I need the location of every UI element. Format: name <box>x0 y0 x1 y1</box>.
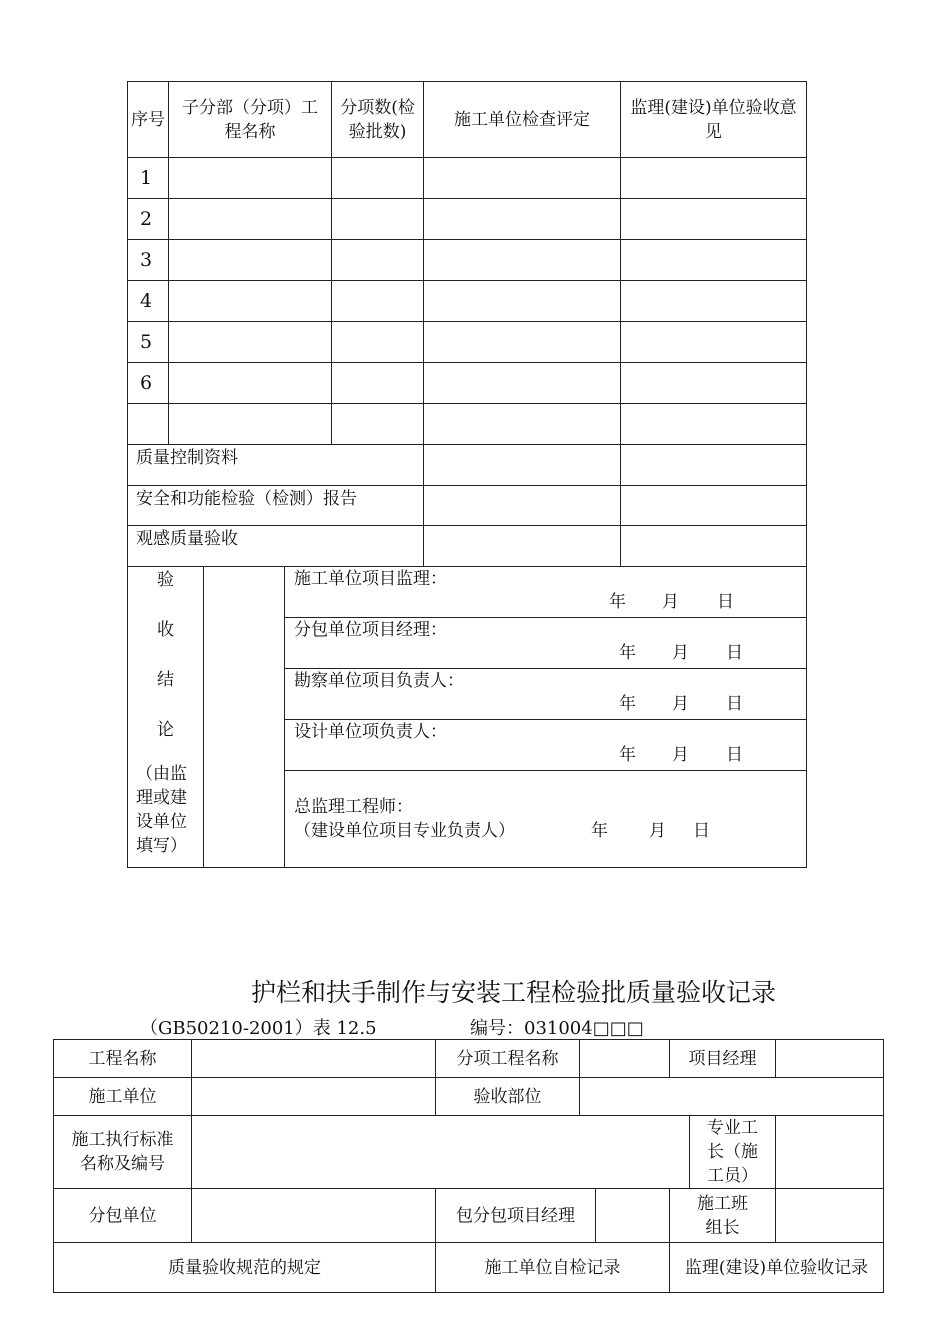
row-count-cell[interactable] <box>332 158 424 199</box>
spec-header: 质量验收规范的规定 <box>54 1243 436 1293</box>
quality-data-label: 质量控制资料 <box>128 445 424 486</box>
header-seq: 序号 <box>128 82 169 158</box>
foreman-label: 专业工长（施工员） <box>690 1116 776 1189</box>
row-eval-cell[interactable] <box>424 322 621 363</box>
signature-sublabel: （建设单位项目专业负责人） <box>294 821 515 841</box>
row-count-cell[interactable] <box>332 199 424 240</box>
signature-construction <box>285 567 807 618</box>
header-count: 分项数(检验批数) <box>332 82 424 158</box>
standard-name-label: 施工执行标准名称及编号 <box>54 1116 192 1189</box>
date-year: 年 <box>591 821 608 841</box>
foreman-value[interactable] <box>776 1116 884 1189</box>
safety-report-eval-cell[interactable] <box>424 486 621 526</box>
conclusion-char-2: 收 <box>157 620 174 640</box>
row-opinion-cell[interactable] <box>621 240 807 281</box>
summary-table <box>127 81 807 868</box>
signature-label: 分包单位项目经理： <box>294 620 447 640</box>
signature-chief-supervisor <box>285 771 807 868</box>
sub-pm-value[interactable] <box>596 1189 670 1243</box>
date-month: 月 <box>649 821 666 841</box>
date-month: 月 <box>672 745 689 765</box>
table-row <box>128 404 807 445</box>
standard-reference: （GB50210-2001）表 12.5 <box>140 1018 377 1039</box>
signature-label: 施工单位项目监理： <box>294 569 447 589</box>
subcontractor-value[interactable] <box>192 1189 436 1243</box>
signature-survey <box>285 669 807 720</box>
row-opinion-cell[interactable] <box>621 158 807 199</box>
row-name-cell[interactable] <box>169 363 332 404</box>
subcontractor-label: 分包单位 <box>54 1189 192 1243</box>
team-leader-label: 施工班组长 <box>670 1189 776 1243</box>
signature-label: 设计单位项负责人： <box>294 722 447 742</box>
date-year: 年 <box>619 745 636 765</box>
signature-subcontractor <box>285 618 807 669</box>
header-self-eval: 施工单位检查评定 <box>424 82 621 158</box>
row-number: 2 <box>128 199 169 240</box>
conclusion-char-3: 结 <box>157 670 174 690</box>
date-month: 月 <box>672 643 689 663</box>
quality-data-eval-cell[interactable] <box>424 445 621 486</box>
conclusion-char-4: 论 <box>157 720 174 740</box>
row-name-cell[interactable] <box>169 404 332 445</box>
row-number: 5 <box>128 322 169 363</box>
row-opinion-cell[interactable] <box>621 363 807 404</box>
sub-item-name-label: 分项工程名称 <box>436 1040 580 1078</box>
date-day: 日 <box>717 592 734 612</box>
date-year: 年 <box>619 643 636 663</box>
conclusion-char-1: 验 <box>157 570 174 590</box>
signature-label: 勘察单位项目负责人： <box>294 671 464 691</box>
sub-pm-label: 包分包项目经理 <box>436 1189 596 1243</box>
acceptance-part-value[interactable] <box>580 1078 884 1116</box>
row-number: 4 <box>128 281 169 322</box>
date-day: 日 <box>693 821 710 841</box>
row-opinion-cell[interactable] <box>621 404 807 445</box>
date-year: 年 <box>609 592 626 612</box>
signature-label: 总监理工程师： <box>294 797 413 817</box>
row-count-cell[interactable] <box>332 404 424 445</box>
self-check-header: 施工单位自检记录 <box>436 1243 670 1293</box>
table-row <box>128 240 807 281</box>
row-opinion-cell[interactable] <box>621 199 807 240</box>
row-opinion-cell[interactable] <box>621 281 807 322</box>
row-number: 1 <box>128 158 169 199</box>
appearance-opinion-cell[interactable] <box>621 526 807 567</box>
construction-unit-label: 施工单位 <box>54 1078 192 1116</box>
project-manager-value[interactable] <box>776 1040 884 1078</box>
team-leader-value[interactable] <box>776 1189 884 1243</box>
row-number: 3 <box>128 240 169 281</box>
conclusion-note: （由监理或建设单位填写） <box>136 764 187 856</box>
appearance-eval-cell[interactable] <box>424 526 621 567</box>
row-eval-cell[interactable] <box>424 158 621 199</box>
row-name-cell[interactable] <box>169 199 332 240</box>
table-row <box>128 158 807 199</box>
conclusion-content-cell[interactable] <box>204 567 285 868</box>
row-count-cell[interactable] <box>332 322 424 363</box>
table-row <box>128 363 807 404</box>
supervisor-record-header: 监理(建设)单位验收记录 <box>670 1243 884 1293</box>
appearance-label: 观感质量验收 <box>128 526 424 567</box>
table-row <box>128 322 807 363</box>
project-name-label: 工程名称 <box>54 1040 192 1078</box>
row-eval-cell[interactable] <box>424 281 621 322</box>
table-row <box>128 281 807 322</box>
row-count-cell[interactable] <box>332 281 424 322</box>
row-name-cell[interactable] <box>169 158 332 199</box>
inspection-table <box>53 1039 884 1293</box>
header-supervisor: 监理(建设)单位验收意见 <box>621 82 807 158</box>
row-count-cell[interactable] <box>332 240 424 281</box>
safety-report-label: 安全和功能检验（检测）报告 <box>128 486 424 526</box>
table-row <box>128 199 807 240</box>
row-number: 6 <box>128 363 169 404</box>
row-eval-cell[interactable] <box>424 240 621 281</box>
row-eval-cell[interactable] <box>424 199 621 240</box>
row-eval-cell[interactable] <box>424 404 621 445</box>
row-count-cell[interactable] <box>332 363 424 404</box>
date-day: 日 <box>726 694 743 714</box>
row-name-cell[interactable] <box>169 322 332 363</box>
row-name-cell[interactable] <box>169 281 332 322</box>
date-day: 日 <box>726 745 743 765</box>
standard-name-value[interactable] <box>192 1116 690 1189</box>
row-opinion-cell[interactable] <box>621 322 807 363</box>
safety-report-opinion-cell[interactable] <box>621 486 807 526</box>
date-month: 月 <box>672 694 689 714</box>
row-eval-cell[interactable] <box>424 363 621 404</box>
project-manager-label: 项目经理 <box>670 1040 776 1078</box>
acceptance-part-label: 验收部位 <box>436 1078 580 1116</box>
date-month: 月 <box>662 592 679 612</box>
date-day: 日 <box>726 643 743 663</box>
row-number <box>128 404 169 445</box>
quality-data-opinion-cell[interactable] <box>621 445 807 486</box>
doc-title: 护栏和扶手制作与安装工程检验批质量验收记录 <box>251 978 777 1007</box>
project-name-value[interactable] <box>192 1040 436 1078</box>
sub-item-name-value[interactable] <box>580 1040 670 1078</box>
construction-unit-value[interactable] <box>192 1078 436 1116</box>
serial-number: 编号：031004□□□ <box>470 1018 644 1039</box>
signature-design <box>285 720 807 771</box>
header-name: 子分部（分项）工程名称 <box>169 82 332 158</box>
row-name-cell[interactable] <box>169 240 332 281</box>
conclusion-label <box>128 567 204 868</box>
date-year: 年 <box>619 694 636 714</box>
